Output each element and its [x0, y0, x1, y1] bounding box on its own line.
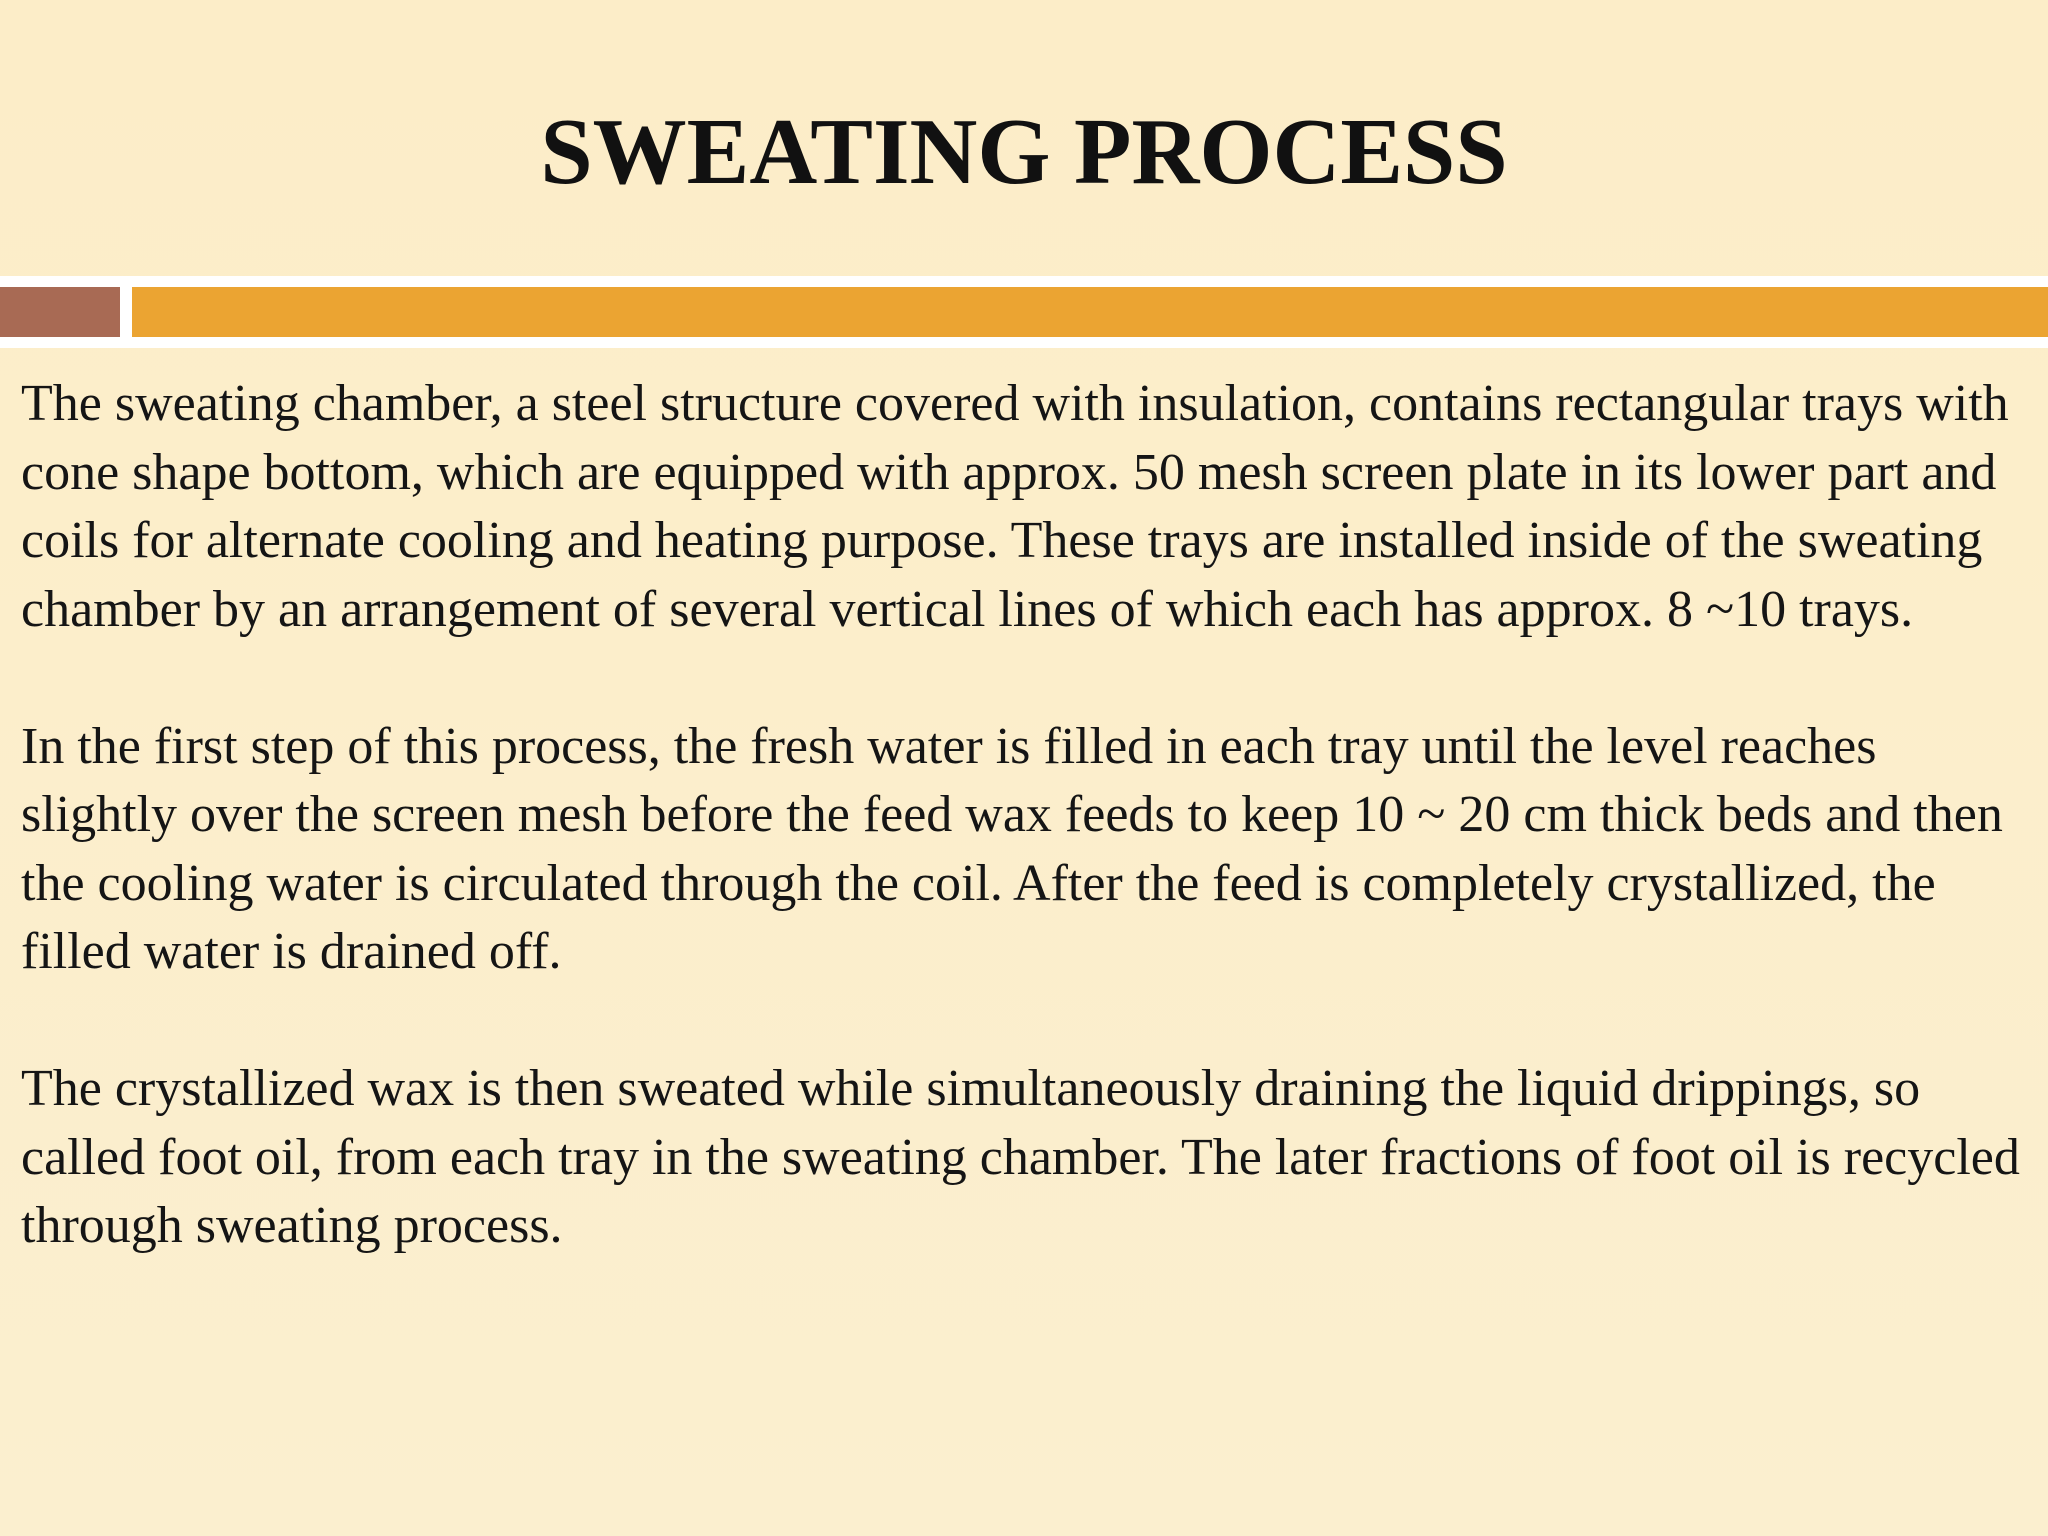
- paragraph-first-step: In the first step of this process, the fresh water is filled in each tray until the level reaches slightly over the screen mesh before the feed wax feeds to keep 10 ~ 20 cm thick beds and then the cooling water is circulated through the coil. After the feed is completely crystallized, the filled water is drained off.: [21, 717, 2003, 980]
- slide-body: [21, 370, 2031, 1329]
- title-divider: [0, 276, 2048, 348]
- divider-bar: [132, 287, 2048, 337]
- slide-title: SWEATING PROCESS: [540, 100, 1508, 204]
- paragraph-crystallized-wax: The crystallized wax is then sweated while simultaneously draining the liquid drippings, so called foot oil, from each tray in the sweating chamber. The later fractions of foot oil is recycled through sweating process.: [21, 1060, 2020, 1254]
- paragraph-sweating-chamber: The sweating chamber, a steel structure covered with insulation, contains rectangular trays with cone shape bottom, which are equipped with approx. 50 mesh screen plate in its lower part and coils for alternate cooling and heating purpose. These trays are installed inside of the sweating chamber by an arrangement of several vertical lines of which each has approx. 8 ~10 trays.: [21, 375, 2009, 638]
- divider-accent-block: [0, 287, 120, 337]
